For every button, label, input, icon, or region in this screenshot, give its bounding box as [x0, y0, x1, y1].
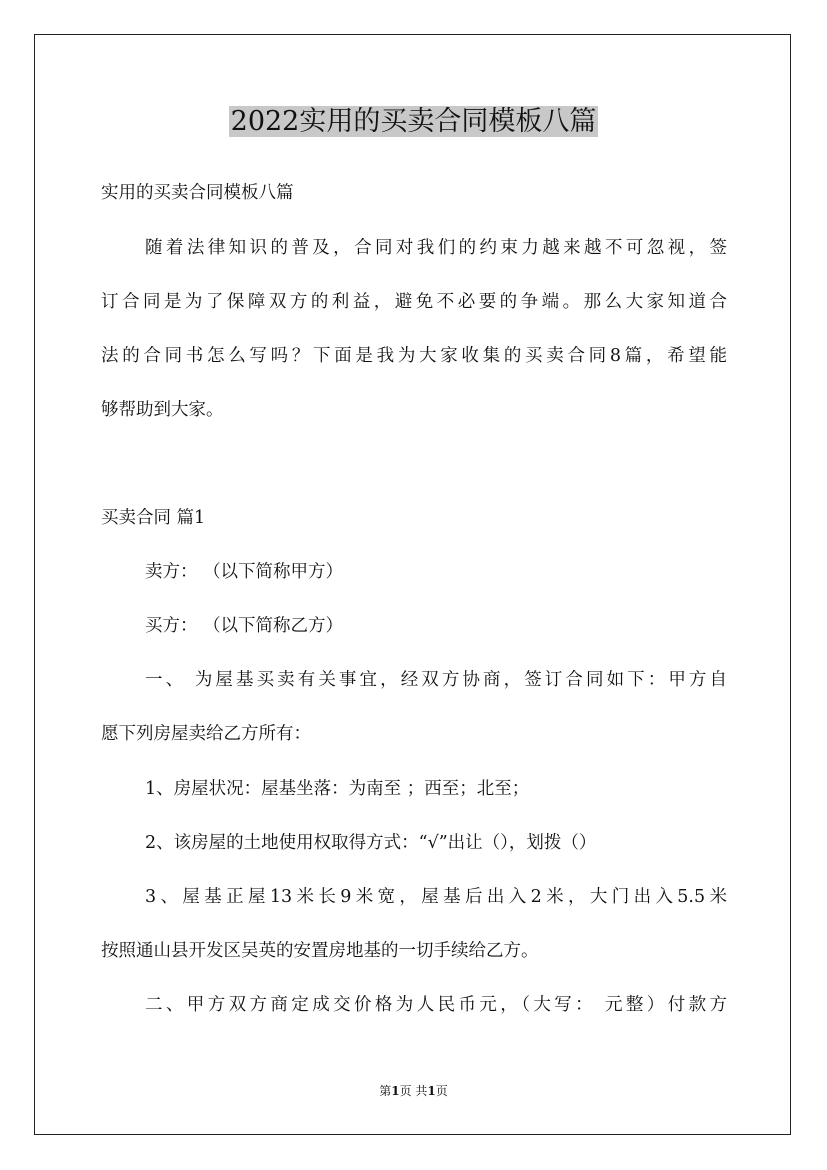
item-2: 2、该房屋的土地使用权取得方式：“√”出让（），划拨（） — [145, 833, 597, 853]
intro-line-2: 订合同是为了保障双方的利益，避免不必要的争端。那么大家知道合 — [101, 292, 727, 312]
item-3-line-2: 按照通山县开发区吴英的安置房地基的一切手续给乙方。 — [101, 941, 539, 961]
footer-total-pages: 1 — [427, 1084, 436, 1098]
clause-1-line-2: 愿下列房屋卖给乙方所有： — [101, 724, 311, 744]
footer-label-post: 页 — [435, 1084, 448, 1098]
item-1: 1、房屋状况：屋基坐落：为南至 ；西至；北至； — [145, 779, 530, 799]
intro-line-3: 法的合同书怎么写吗？下面是我为大家收集的买卖合同8篇，希望能 — [101, 346, 727, 366]
footer-page-number: 1 — [391, 1084, 400, 1098]
subtitle: 实用的买卖合同模板八篇 — [101, 183, 294, 203]
seller-line: 卖方： （以下简称甲方） — [145, 562, 344, 582]
footer-label-mid: 页 共 — [399, 1084, 428, 1098]
document-title-text: 2022实用的买卖合同模板八篇 — [230, 106, 597, 137]
footer-label-pre: 第 — [379, 1084, 392, 1098]
section-heading: 买卖合同 篇1 — [101, 508, 206, 528]
clause-1-line-1: 一、 为屋基买卖有关事宜，经双方协商，签订合同如下：甲方自 — [145, 670, 727, 690]
item-3-line-1: 3、屋基正屋13米长9米宽，屋基后出入2米，大门出入5.5米 — [145, 887, 727, 907]
page-footer — [0, 1083, 827, 1099]
buyer-line: 买方： （以下简称乙方） — [145, 616, 344, 636]
intro-line-1: 随着法律知识的普及，合同对我们的约束力越来越不可忽视，签 — [145, 238, 727, 258]
intro-line-4: 够帮助到大家。 — [101, 400, 224, 420]
document-title — [0, 100, 827, 144]
clause-2-line-1: 二、甲方双方商定成交价格为人民币元，（大写： 元整）付款方 — [145, 995, 727, 1015]
